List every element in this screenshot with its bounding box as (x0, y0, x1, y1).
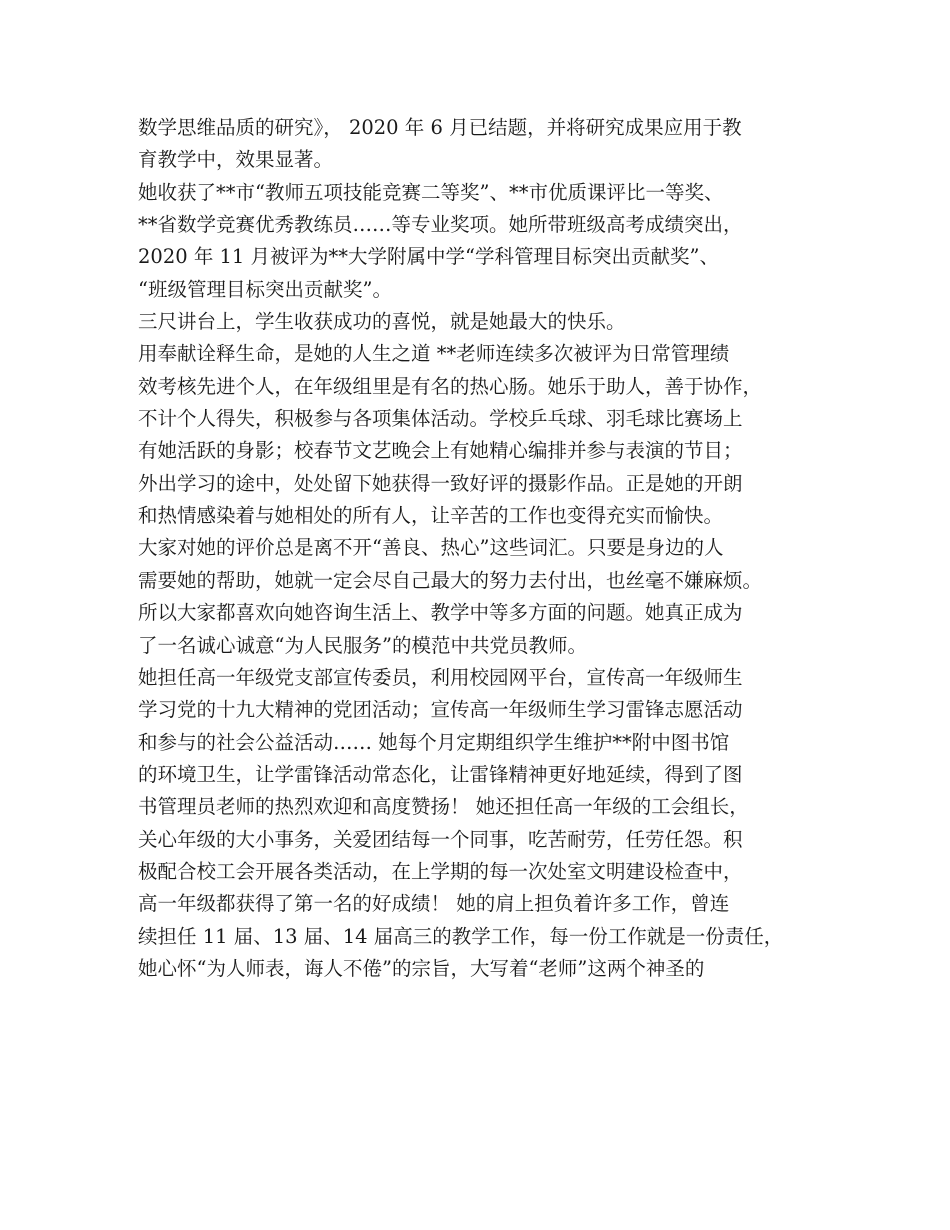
text-line-14: 大家对她的评价总是离不开“善良、热心”这些词汇。只要是身边的人 (138, 536, 724, 560)
text-line-15: 需要她的帮助，她就一定会尽自己最大的努力去付出，也丝毫不嫌麻烦。 (138, 568, 763, 592)
text-line-8: 用奉献诠释生命，是她的人生之道 **老师连续多次被评为日常管理绩 (138, 342, 730, 366)
document-body (138, 112, 828, 985)
text-line-6: “班级管理目标突出贡献奖”。 (138, 277, 392, 301)
text-line-12: 外出学习的途中，处处留下她获得一致好评的摄影作品。正是她的开朗 (138, 471, 743, 495)
text-line-18: 她担任高一年级党支部宣传委员，利用校园网平台，宣传高一年级师生 (138, 665, 743, 689)
text-line-27: 她心怀“为人师表，诲人不倦”的宗旨，大写着“老师”这两个神圣的 (138, 956, 705, 980)
text-line-17: 了一名诚心诚意“为人民服务”的模范中共党员教师。 (138, 633, 587, 657)
text-line-13: 和热情感染着与她相处的所有人，让辛苦的工作也变得充实而愉快。 (138, 504, 724, 528)
text-line-9: 效考核先进个人，在年级组里是有名的热心肠。她乐于助人，善于协作， (138, 374, 763, 398)
text-line-4: **省数学竞赛优秀教练员……等专业奖项。她所带班级高考成绩突出， (138, 213, 743, 237)
text-line-22: 书管理员老师的热烈欢迎和高度赞扬！ 她还担任高一年级的工会组长， (138, 795, 749, 819)
text-line-16: 所以大家都喜欢向她咨询生活上、教学中等多方面的问题。她真正成为 (138, 601, 743, 625)
text-line-11: 有她活跃的身影；校春节文艺晚会上有她精心编排并参与表演的节目； (138, 439, 743, 463)
text-line-23: 关心年级的大小事务，关爱团结每一个同事，吃苦耐劳，任劳任怨。积 (138, 827, 743, 851)
text-line-25: 高一年级都获得了第一名的好成绩！ 她的肩上担负着许多工作，曾连 (138, 892, 730, 916)
text-line-1: 数学思维品质的研究》， 2020 年 6 月已结题，并将研究成果应用于教 (138, 116, 742, 139)
text-line-21: 的环境卫生，让学雷锋活动常态化，让雷锋精神更好地延续，得到了图 (138, 762, 743, 786)
text-line-20: 和参与的社会公益活动…… 她每个月定期组织学生维护**附中图书馆 (138, 730, 730, 754)
text-line-2: 育教学中，效果显著。 (138, 148, 334, 172)
text-line-5: 2020 年 11 月被评为**大学附属中学“学科管理目标突出贡献奖”、 (138, 245, 719, 269)
text-line-7: 三尺讲台上，学生收获成功的喜悦，就是她最大的快乐。 (138, 310, 626, 334)
text-line-19: 学习党的十九大精神的党团活动；宣传高一年级师生学习雷锋志愿活动 (138, 698, 743, 722)
text-line-24: 极配合校工会开展各类活动，在上学期的每一次处室文明建设检查中， (138, 859, 743, 883)
text-line-10: 不计个人得失，积极参与各项集体活动。学校乒乓球、羽毛球比赛场上 (138, 407, 743, 431)
text-line-26: 续担任 11 届、13 届、14 届高三的教学工作，每一份工作就是一份责任， (138, 924, 784, 948)
text-line-3: 她收获了**市“教师五项技能竞赛二等奖”、**市优质课评比一等奖、 (138, 180, 724, 204)
